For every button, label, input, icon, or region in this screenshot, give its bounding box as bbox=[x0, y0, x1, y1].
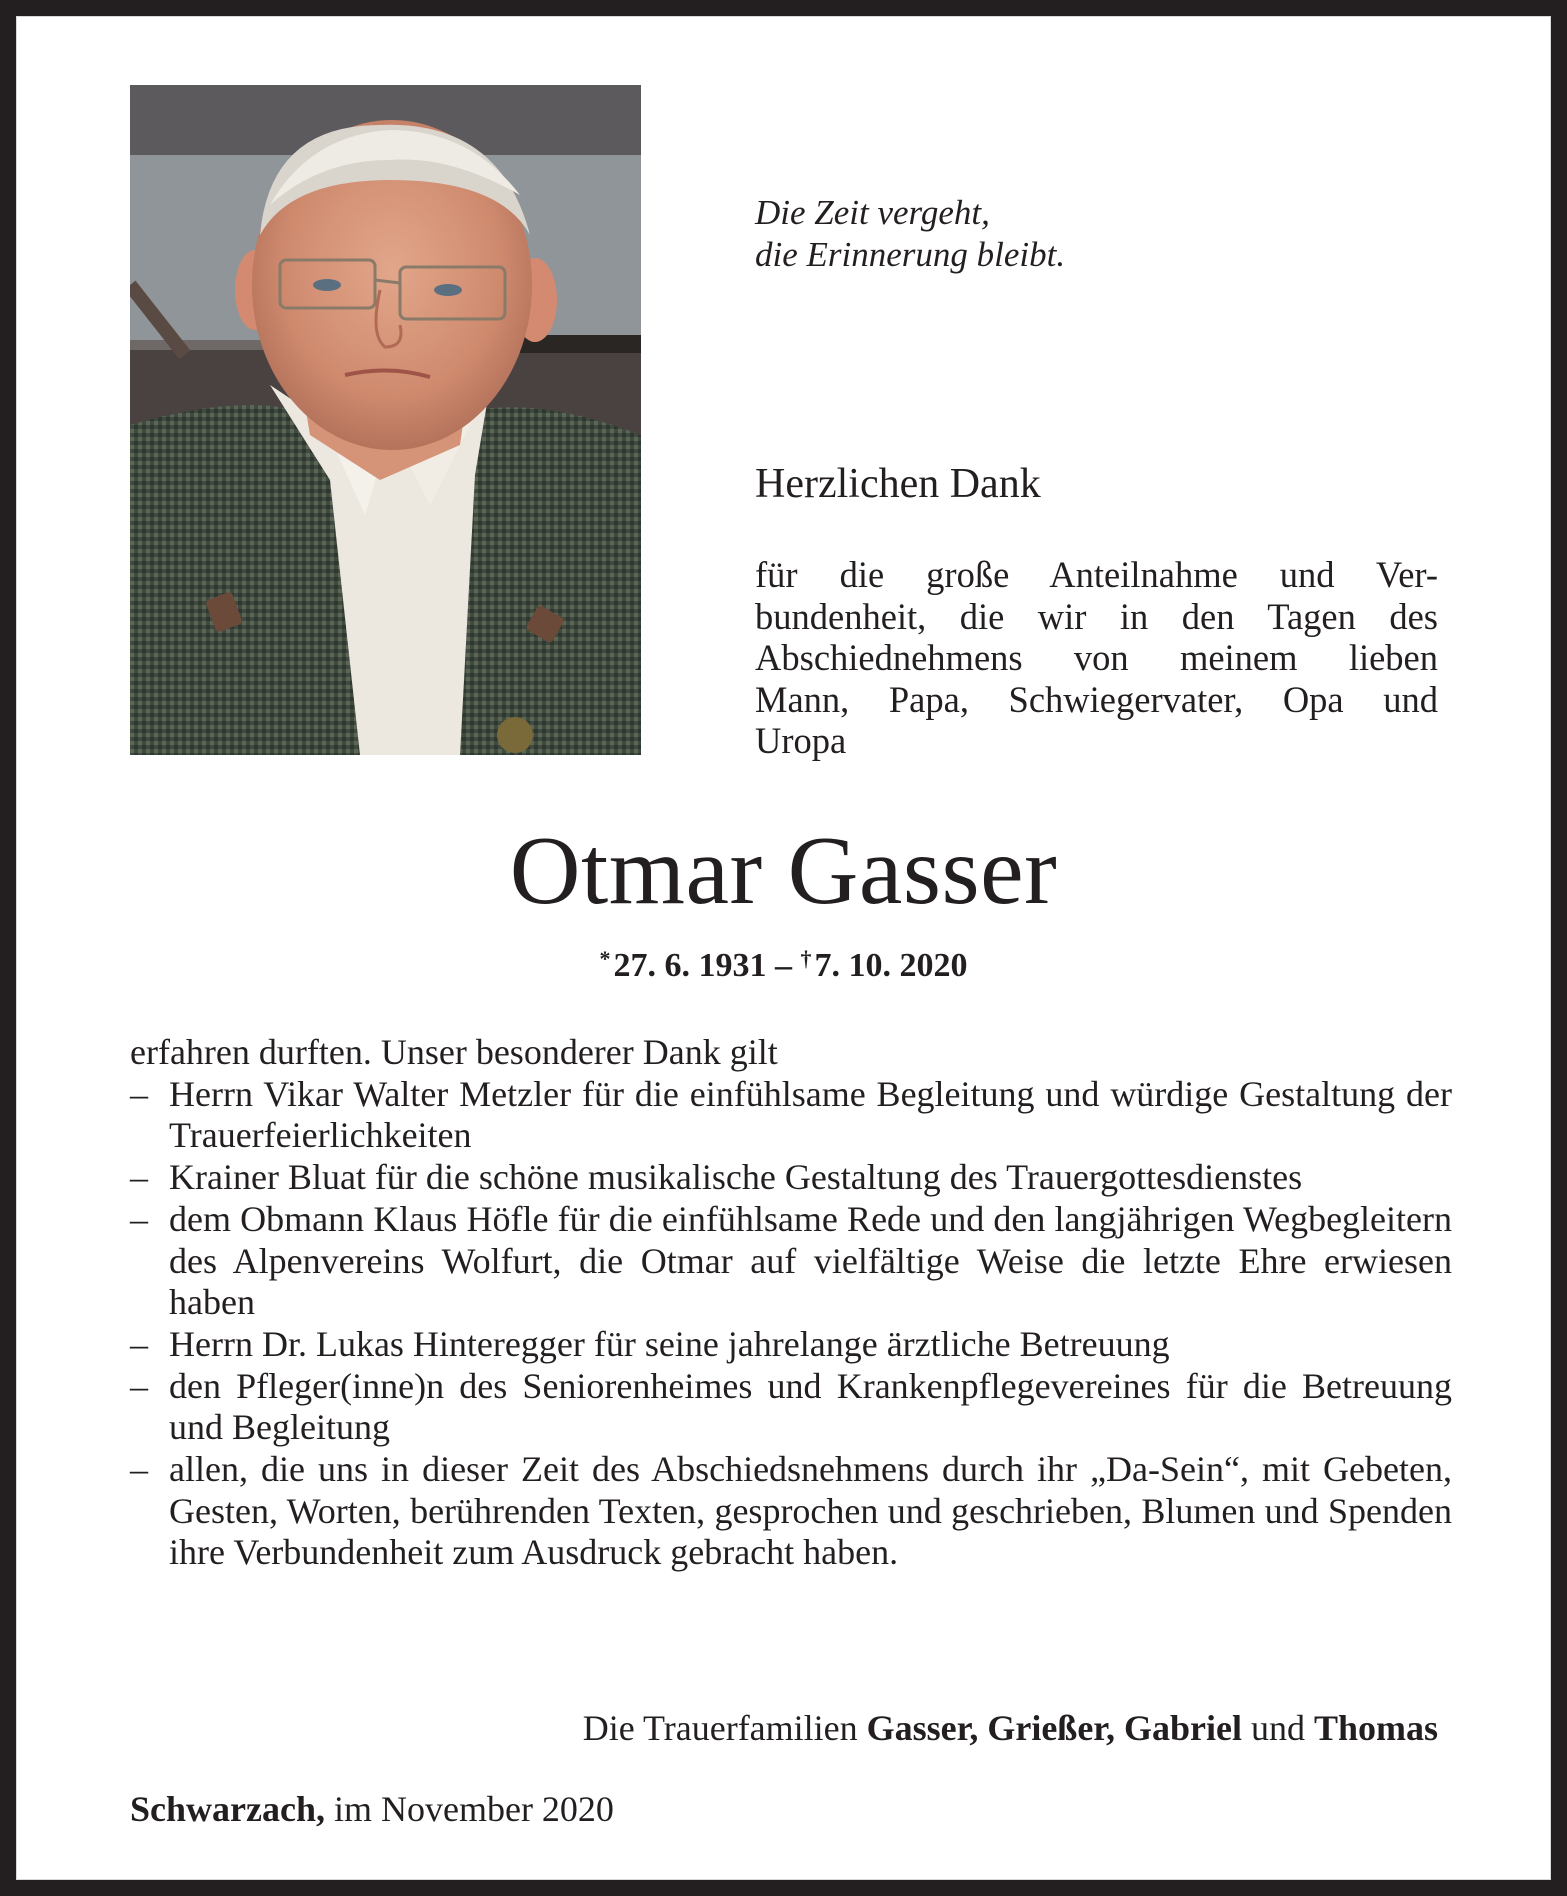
thanks-item-text: den Pfleger(inne)n des Seniorenheimes und Krankenpflegevereines für die Betreuung und Begleitung bbox=[169, 1365, 1452, 1448]
intro-line: für die große Anteilnahme und Ver- bbox=[755, 554, 1438, 595]
date-separator: – bbox=[766, 947, 801, 984]
signature-prefix: Die Trauerfamilien bbox=[582, 1708, 867, 1748]
deceased-name: Otmar Gasser bbox=[509, 817, 1058, 925]
obituary-notice bbox=[16, 16, 1551, 1880]
family-signature bbox=[583, 1706, 1438, 1750]
notice-date: im November 2020 bbox=[324, 1789, 614, 1829]
family-name: Gasser, bbox=[866, 1708, 979, 1748]
thanks-item-text: Herrn Dr. Lukas Hinteregger für seine jahrelange ärztliche Betreuung bbox=[169, 1323, 1170, 1364]
thanks-item-text: Krainer Bluat für die schöne musikalische Gestaltung des Trauergottesdienstes bbox=[169, 1157, 1303, 1198]
thanks-list bbox=[130, 1074, 1452, 1574]
thanks-item-text: Herrn Vikar Walter Metzler für die einfühlsame Begleitung und würdige Gestaltung der Trauerfeierlichkeiten bbox=[169, 1073, 1452, 1156]
birth-star-icon: * bbox=[599, 946, 611, 971]
dash-bullet: – bbox=[130, 1323, 148, 1364]
intro-line: Abschiednehmens von meinem lieben bbox=[755, 637, 1438, 678]
dash-bullet: – bbox=[130, 1449, 148, 1490]
place-name: Schwarzach, bbox=[130, 1789, 325, 1829]
place-and-date bbox=[130, 1787, 614, 1831]
dash-bullet: – bbox=[130, 1198, 148, 1239]
intro-line: Mann, Papa, Schwiegervater, Opa und bbox=[755, 678, 1438, 720]
portrait-image bbox=[130, 85, 641, 755]
quote-line: Die Zeit vergeht, bbox=[755, 193, 990, 232]
family-name: Grießer, bbox=[987, 1708, 1115, 1748]
thanks-item bbox=[130, 1199, 1452, 1324]
thanks-item bbox=[130, 1366, 1452, 1449]
memorial-quote bbox=[755, 192, 1065, 276]
family-name: Thomas bbox=[1313, 1708, 1438, 1748]
portrait-photo bbox=[130, 85, 641, 755]
death-cross-icon: † bbox=[800, 946, 812, 971]
life-dates bbox=[16, 939, 1551, 986]
thanks-item bbox=[130, 1074, 1452, 1157]
thanks-item bbox=[130, 1449, 1452, 1574]
intro-line: bundenheit, die wir in den Tagen des bbox=[755, 595, 1438, 637]
dash-bullet: – bbox=[130, 1365, 148, 1406]
family-name: Gabriel bbox=[1123, 1708, 1242, 1748]
death-date: 7. 10. 2020 bbox=[814, 947, 968, 984]
thanks-item-text: allen, die uns in dieser Zeit des Abschiedsnehmens durch ihr „Da-Sein“, mit Gebeten, Gesten, Worten, berührenden Texten, gesprochen und geschrieben, Blumen und Spenden ihre Verbundenheit zum Ausdruck gebracht haben. bbox=[169, 1449, 1452, 1573]
quote-line: die Erinnerung bleibt. bbox=[755, 235, 1066, 274]
dash-bullet: – bbox=[130, 1073, 148, 1114]
thanks-item bbox=[130, 1157, 1452, 1199]
signature-connector: und bbox=[1241, 1708, 1314, 1748]
birth-date: 27. 6. 1931 bbox=[613, 947, 767, 984]
lead-sentence: erfahren durften. Unser besonderer Dank gilt bbox=[130, 1032, 778, 1072]
intro-paragraph bbox=[755, 554, 1438, 762]
thanks-body bbox=[130, 1032, 1452, 1574]
intro-line: Uropa bbox=[755, 720, 847, 761]
thanks-item-text: dem Obmann Klaus Höfle für die einfühlsame Rede und den langjährigen Wegbegleitern des Alpenvereins Wolfurt, die Otmar auf vielfältige Weise die letzte Ehre erwiesen haben bbox=[169, 1198, 1452, 1323]
dash-bullet: – bbox=[130, 1157, 148, 1198]
thanks-item bbox=[130, 1324, 1452, 1366]
thanks-heading: Herzlichen Dank bbox=[755, 461, 1041, 507]
